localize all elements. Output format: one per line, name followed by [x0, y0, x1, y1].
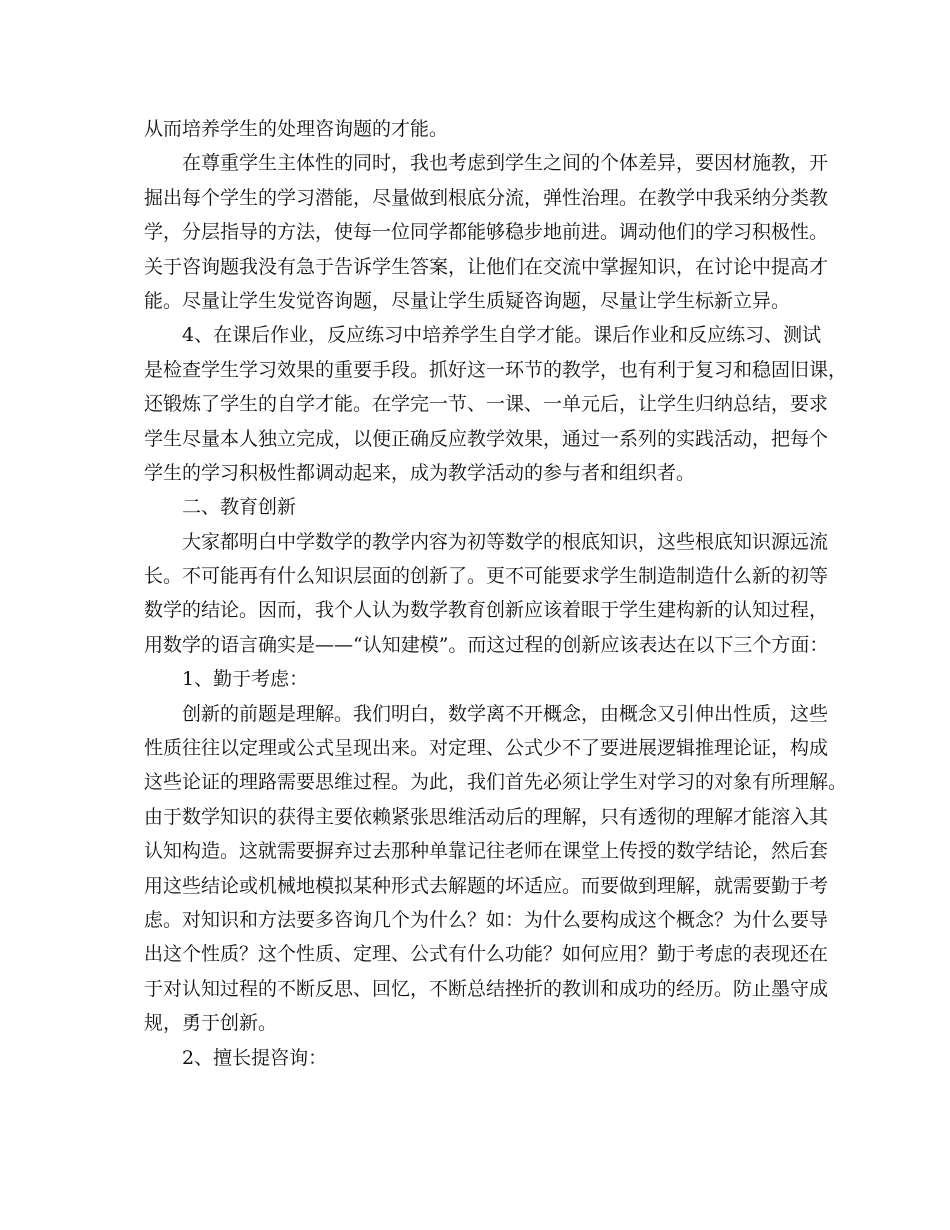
text-line: 学生尽量本人独立完成，以便正确反应教学效果，通过一系列的实践活动，把每个	[144, 427, 829, 450]
text-line: 大家都明白中学数学的教学内容为初等数学的根底知识，这些根底知识源远流	[182, 530, 829, 553]
text-line: 数学的结论。因而，我个人认为数学教育创新应该着眼于学生建构新的认知过程，	[144, 599, 829, 622]
text-line: 出这个性质？这个性质、定理、公式有什么功能？如何应用？勤于考虑的表现还在	[144, 943, 829, 966]
text-line: 认知构造。这就需要摒弃过去那种单靠记往老师在课堂上传授的数学结论，然后套	[144, 840, 829, 863]
text-line: 还锻炼了学生的自学才能。在学完一节、一课、一单元后，让学生归纳总结，要求	[144, 393, 829, 416]
text-line: 用这些结论或机械地模拟某种形式去解题的坏适应。而要做到理解，就需要勤于考	[144, 874, 829, 897]
text-line: 用数学的语言确实是——“认知建模”。而这过程的创新应该表达在以下三个方面：	[144, 633, 829, 656]
text-line: 是检查学生学习效果的重要手段。抓好这一环节的教学，也有利于复习和稳固旧课，	[144, 358, 848, 381]
text-line: 规，勇于创新。	[144, 1012, 278, 1035]
text-line: 于对认知过程的不断反思、回忆，不断总结挫折的教训和成功的经历。防止墨守成	[144, 977, 829, 1000]
text-line: 能。尽量让学生发觉咨询题，尽量让学生质疑咨询题，尽量让学生标新立异。	[144, 289, 791, 312]
text-line: 4、在课后作业，反应练习中培养学生自学才能。课后作业和反应练习、测试	[182, 324, 822, 347]
text-line: 性质往往以定理或公式呈现出来。对定理、公式少不了要进展逻辑推理论证，构成	[144, 737, 829, 760]
text-line: 掘出每个学生的学习潜能，尽量做到根底分流，弹性治理。在教学中我采纳分类教	[144, 186, 829, 209]
text-line: 关于咨询题我没有急于告诉学生答案，让他们在交流中掌握知识，在讨论中提高才	[144, 255, 829, 278]
text-line: 这些论证的理路需要思维过程。为此，我们首先必须让学生对学习的对象有所理解。	[144, 771, 848, 794]
text-line: 学生的学习积极性都调动起来，成为教学活动的参与者和组织者。	[144, 461, 696, 484]
text-line: 二、教育创新	[182, 496, 297, 519]
text-line: 1、勤于考虑：	[182, 668, 309, 691]
text-line: 在尊重学生主体性的同时，我也考虑到学生之间的个体差异，要因材施教，开	[182, 152, 829, 175]
text-line: 创新的前题是理解。我们明白，数学离不开概念，由概念又引伸出性质，这些	[182, 702, 829, 725]
text-line: 长。不可能再有什么知识层面的创新了。更不可能要求学生制造制造什么新的初等	[144, 565, 829, 588]
text-line: 学，分层指导的方法，使每一位同学都能够稳步地前进。调动他们的学习积极性。	[144, 221, 829, 244]
text-line: 2、擅长提咨询：	[182, 1046, 328, 1069]
text-line: 由于数学知识的获得主要依赖紧张思维活动后的理解，只有透彻的理解才能溶入其	[144, 805, 829, 828]
text-line: 虑。对知识和方法要多咨询几个为什么？如：为什么要构成这个概念？为什么要导	[144, 908, 829, 931]
text-line: 从而培养学生的处理咨询题的才能。	[144, 118, 449, 140]
document-body	[144, 112, 848, 1075]
